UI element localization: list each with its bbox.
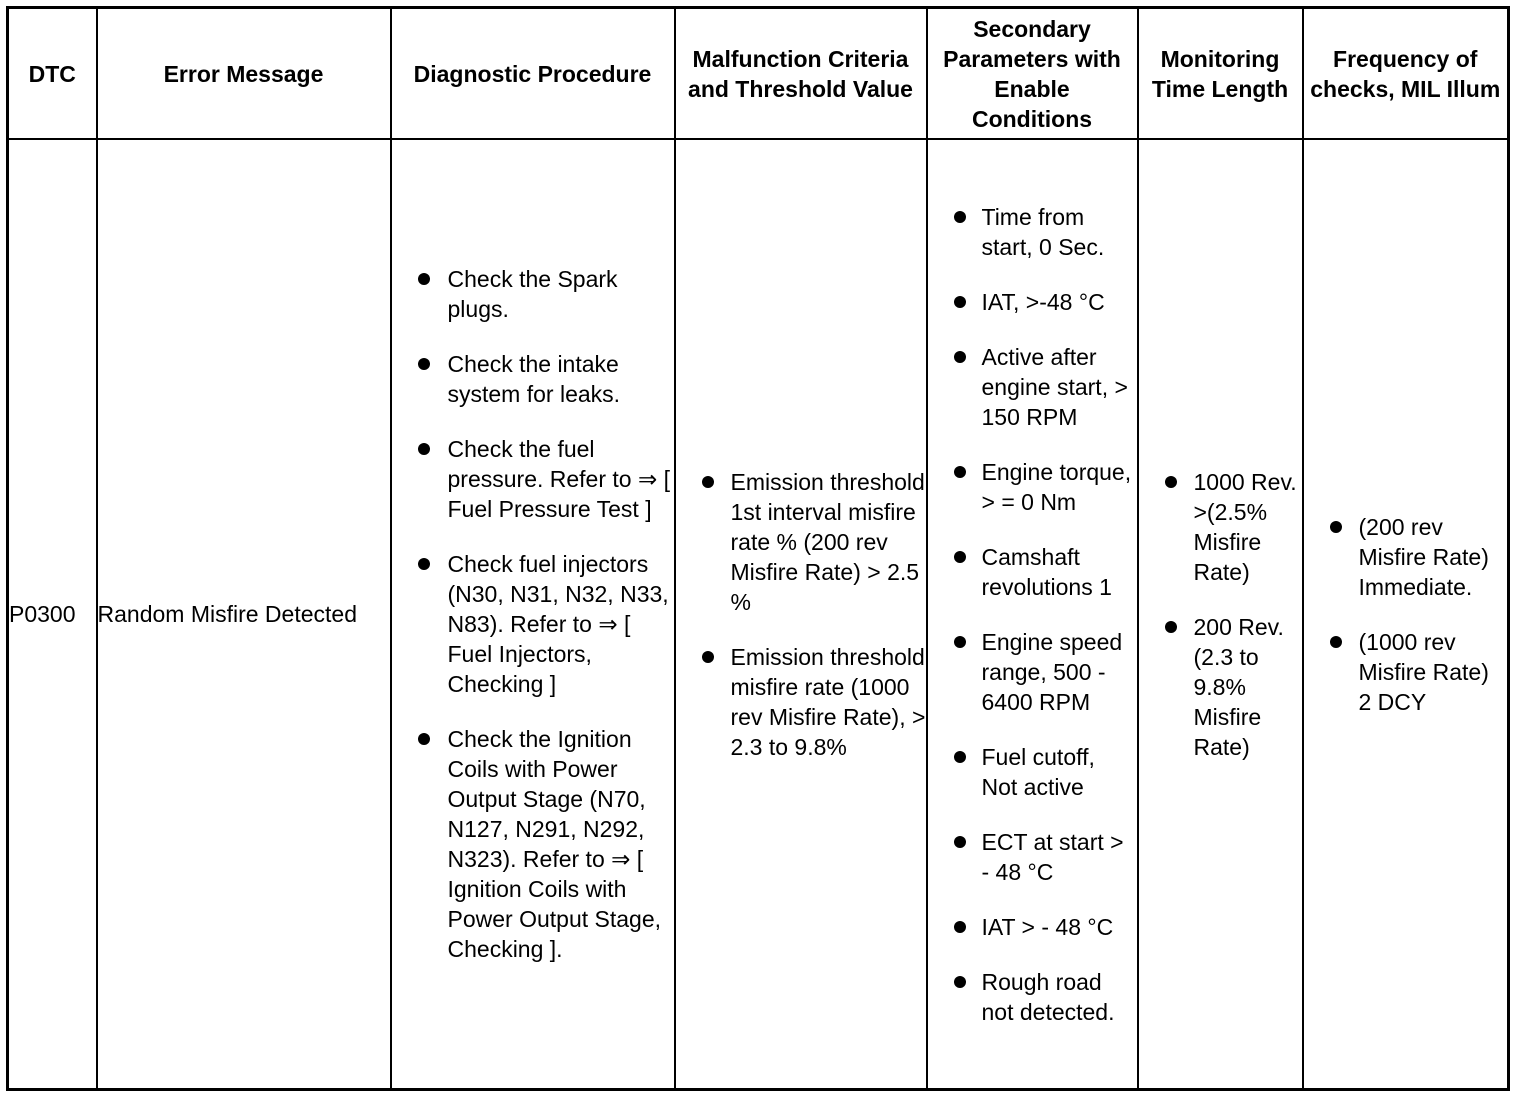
list-item: Fuel cutoff, Not active [928, 742, 1137, 802]
list-item: Camshaft revolutions 1 [928, 542, 1137, 602]
dtc-code: P0300 [8, 139, 97, 1090]
frequency-cell [1303, 139, 1509, 1090]
header-diagnostic-procedure: Diagnostic Procedure [391, 8, 675, 140]
list-item: (1000 rev Misfire Rate) 2 DCY [1304, 627, 1508, 717]
list-item: Check the fuel pressure. Refer to ⇒ [ Fuel Pressure Test ] [392, 434, 674, 524]
list-item: Check the intake system for leaks. [392, 349, 674, 409]
list-item: Check the Ignition Coils with Power Output Stage (N70, N127, N291, N292, N323). Refer to ⇒ [ Ignition Coils with Power Output Stage, Checking ]. [392, 724, 674, 964]
list-item: Engine torque, > = 0 Nm [928, 457, 1137, 517]
list-item: 1000 Rev. >(2.5% Misfire Rate) [1139, 467, 1302, 587]
malfunction-criteria-cell [675, 139, 927, 1090]
header-secondary-parameters: Secondary Parameters with Enable Conditions [927, 8, 1138, 140]
secondary-parameters-list [928, 202, 1137, 1027]
header-monitoring-time: Monitoring Time Length [1138, 8, 1303, 140]
monitoring-time-cell [1138, 139, 1303, 1090]
table-row [8, 139, 1509, 1090]
list-item: Emission threshold 1st interval misfire rate % (200 rev Misfire Rate) > 2.5 % [676, 467, 926, 617]
dtc-table [6, 6, 1510, 1091]
header-frequency: Frequency of checks, MIL Illum [1303, 8, 1509, 140]
error-message: Random Misfire Detected [97, 139, 391, 1090]
list-item: Active after engine start, > 150 RPM [928, 342, 1137, 432]
list-item: Check fuel injectors (N30, N31, N32, N33, N83). Refer to ⇒ [ Fuel Injectors, Checking ] [392, 549, 674, 699]
list-item: Time from start, 0 Sec. [928, 202, 1137, 262]
list-item: Emission threshold misfire rate (1000 rev Misfire Rate), > 2.3 to 9.8% [676, 642, 926, 762]
monitoring-time-list [1139, 467, 1302, 762]
frequency-list [1304, 512, 1508, 717]
diagnostic-procedure-list [392, 264, 674, 964]
diagnostic-procedure-cell [391, 139, 675, 1090]
list-item: IAT, >-48 °C [928, 287, 1137, 317]
secondary-parameters-cell [927, 139, 1138, 1090]
header-malfunction-criteria: Malfunction Criteria and Threshold Value [675, 8, 927, 140]
list-item: (200 rev Misfire Rate) Immediate. [1304, 512, 1508, 602]
list-item: ECT at start > - 48 °C [928, 827, 1137, 887]
header-error-message: Error Message [97, 8, 391, 140]
table-header-row [8, 8, 1509, 140]
list-item: Check the Spark plugs. [392, 264, 674, 324]
malfunction-criteria-list [676, 467, 926, 762]
list-item: Rough road not detected. [928, 967, 1137, 1027]
header-dtc: DTC [8, 8, 97, 140]
list-item: 200 Rev. (2.3 to 9.8% Misfire Rate) [1139, 612, 1302, 762]
list-item: Engine speed range, 500 - 6400 RPM [928, 627, 1137, 717]
list-item: IAT > - 48 °C [928, 912, 1137, 942]
